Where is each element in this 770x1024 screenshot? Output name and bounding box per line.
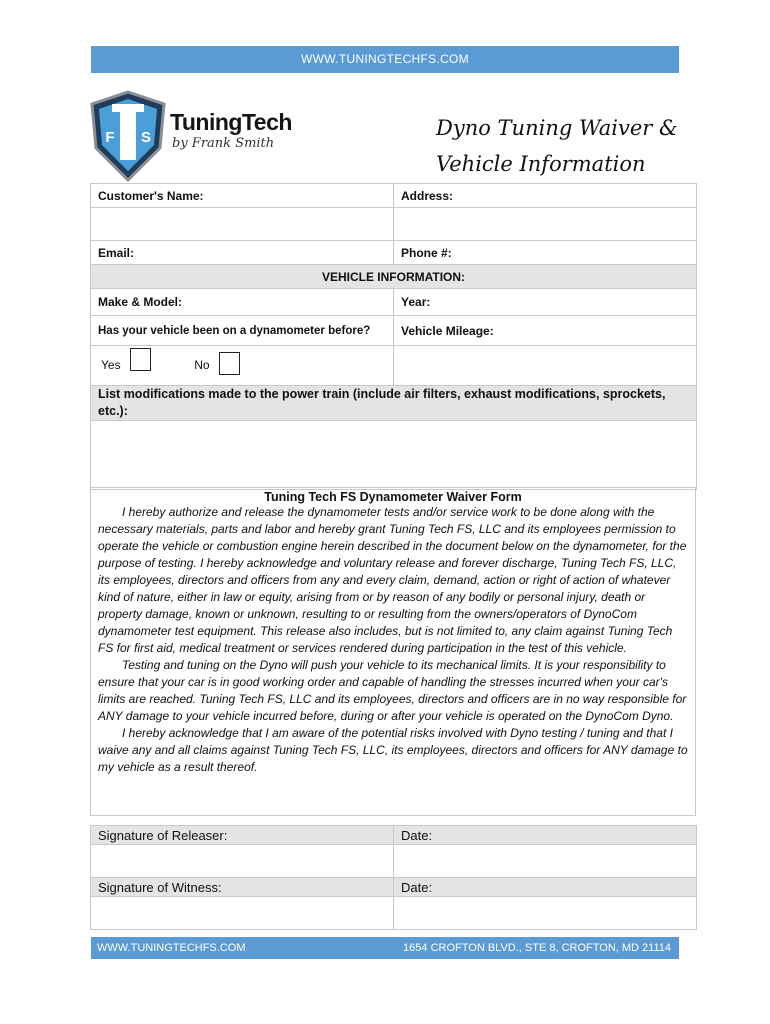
no-checkbox[interactable] — [219, 352, 240, 375]
logo-brand: TuningTech — [170, 109, 292, 135]
document-title — [436, 110, 736, 182]
title-line-1: Dyno Tuning Waiver & — [436, 116, 678, 140]
year-label: Year: — [394, 289, 697, 316]
customer-name-field[interactable] — [91, 208, 394, 241]
witness-date-field[interactable] — [394, 897, 697, 930]
signature-table — [90, 825, 697, 930]
waiver-section — [90, 487, 696, 816]
svg-text:S: S — [140, 129, 152, 146]
mileage-field[interactable] — [394, 346, 697, 386]
email-label: Email: — [91, 241, 394, 265]
dyno-question-label: Has your vehicle been on a dynamometer before? — [91, 316, 394, 346]
releaser-date-field[interactable] — [394, 845, 697, 878]
witness-signature-field[interactable] — [91, 897, 394, 930]
vehicle-info-heading: VEHICLE INFORMATION: — [91, 265, 697, 289]
waiver-paragraph-3: I hereby acknowledge that I am aware of the potential risks involved with Dyno testing / tuning and that I waive any and all claims against Tuning Tech FS, LLC, its employees, directors and officers for ANY damage to my vehicle as a result thereof. — [98, 726, 688, 774]
witness-signature-label: Signature of Witness: — [91, 878, 394, 897]
yes-label: Yes — [101, 357, 121, 372]
address-field[interactable] — [394, 208, 697, 241]
title-line-2: Vehicle Information — [436, 152, 646, 176]
customer-vehicle-table — [90, 183, 697, 490]
releaser-date-label: Date: — [394, 826, 697, 845]
yes-checkbox[interactable] — [130, 348, 151, 371]
no-label: No — [194, 357, 210, 372]
mileage-label: Vehicle Mileage: — [394, 316, 697, 346]
footer-bar — [91, 937, 679, 959]
logo-byline: by Frank Smith — [172, 136, 275, 151]
phone-label: Phone #: — [394, 241, 697, 265]
footer-url: WWW.TUNINGTECHFS.COM — [97, 942, 246, 954]
customer-name-label: Customer's Name: — [91, 184, 394, 208]
svg-text:F: F — [105, 129, 115, 146]
modifications-label: List modifications made to the power train (include air filters, exhaust modifications, sprockets, etc.): — [91, 386, 697, 421]
waiver-title: Tuning Tech FS Dynamometer Waiver Form — [264, 490, 522, 504]
waiver-paragraph-2: Testing and tuning on the Dyno will push your vehicle to its mechanical limits. It is your responsibility to ensure that your car is in good working order and capable of handling the stresses incurred when your car's limits are reached. Tuning Tech FS, LLC and its employees, directors and officers are in no way responsible for ANY damage to your vehicle incurred before, during or after your vehicle is operated on the DynoCom Dyno. — [98, 658, 687, 723]
modifications-field[interactable] — [91, 421, 697, 490]
header-url: WWW.TUNINGTECHFS.COM — [301, 52, 469, 66]
releaser-signature-field[interactable] — [91, 845, 394, 878]
shield-logo-icon — [88, 90, 168, 182]
header-url-bar — [91, 46, 679, 73]
waiver-body — [91, 504, 695, 776]
waiver-paragraph-1: I hereby authorize and release the dynamometer tests and/or service work to be done along with the necessary materials, parts and labor and hereby grant Tuning Tech FS, LLC and its employees permission to operate the vehicle or combustion engine herein described in the document below on the dynamometer, for the purpose of testing. I hereby acknowledge and voluntary release and forever discharge, Tuning Tech FS, LLC, its employees, directors and officers from any and every claim, demand, action or right of action of whatever kind of nature, either in law or equity, arising from or by reason of any bodily or personal injury, death or property damage, known or unknown, resulting to or resulting from the owners/operators of DynoCom dynamometer test equipment. This release also includes, but is not limited to, any claim against Tuning Tech FS for first aid, medical treatment or services rendered during participation in the test of this vehicle. — [98, 505, 687, 655]
address-label: Address: — [394, 184, 697, 208]
releaser-signature-label: Signature of Releaser: — [91, 826, 394, 845]
make-model-label: Make & Model: — [91, 289, 394, 316]
yes-no-row — [91, 346, 394, 386]
witness-date-label: Date: — [394, 878, 697, 897]
footer-address: 1654 CROFTON BLVD., STE 8, CROFTON, MD 21114 — [403, 942, 671, 954]
